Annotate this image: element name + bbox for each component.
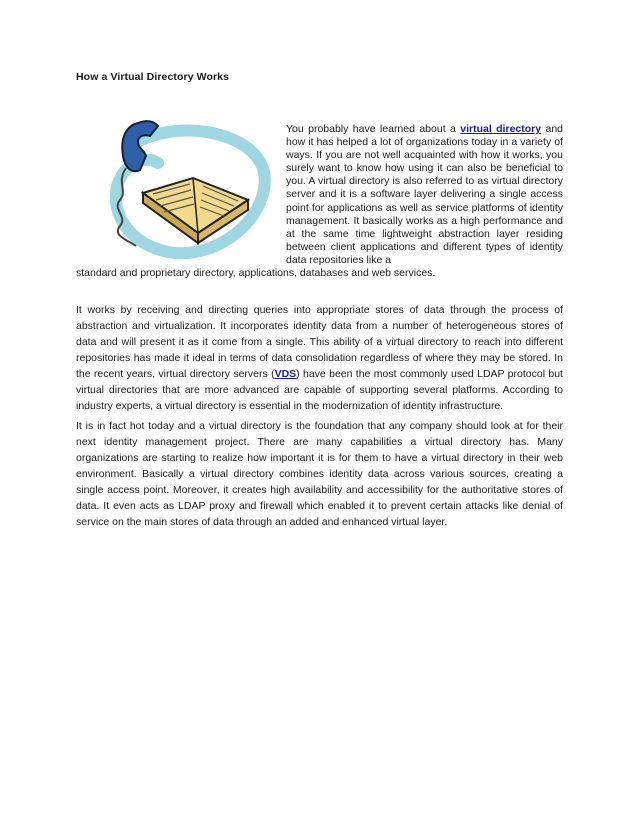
paragraph-2 — [76, 302, 563, 414]
document-title: How a Virtual Directory Works — [76, 71, 230, 83]
virtual-directory-link[interactable]: virtual directory — [460, 123, 542, 135]
paragraph-3: It is in fact hot today and a virtual directory is the foundation that any company should look at for their next identity management project. There are many capabilities a virtual directory has. Many organizations are starting to realize how important it is for them to have a virtual directory in their web environment. Basically a virtual directory combines identity data across various sources, creating a single access point. Moreover, it creates high availability and accessibility for the authoritative stores of data. It even acts as LDAP proxy and firewall which enabled it to prevent certain attacks like denial of service on the main stores of data through an added and enhanced virtual layer. — [76, 420, 563, 528]
intro-text-before: You probably have learned about a — [286, 123, 461, 135]
paragraph-2-after: ) have been the most commonly used LDAP protocol but virtual directories that are more advanced are capable of supporting several platforms. According to industry experts, a virtual directory is essential in the modernization of identity infrastructure. — [76, 368, 563, 412]
paragraph-2-before: It works by receiving and directing queries into appropriate stores of data through the process of abstraction and virtualization. It incorporates identity data from a number of heterogeneous stores of data and will present it as it come from a single. This ability of a virtual directory to reach into different repositories has made it ideal in terms of data consolidation regardless of where they may be stored. In the recent years, virtual directory servers ( — [76, 304, 563, 380]
intro-paragraph-tail: standard and proprietary directory, applications, databases and web services. — [76, 267, 436, 279]
telephone-book-clipart-icon — [98, 108, 278, 268]
vds-link[interactable]: VDS — [274, 368, 297, 380]
intro-text-after: and how it has helped a lot of organizations today in a variety of ways. If you are not well acquainted with how it works, you surely want to know how using it can also be beneficial to you. A virtual directory is also referred to as virtual directory server and it is a software layer delivering a single access point for applications as well as service platforms of identity management. It basically works as a high performance and at the same time lightweight abstraction layer residing between client applications and different types of identity data repositories like a — [286, 123, 564, 266]
intro-paragraph — [286, 123, 563, 267]
